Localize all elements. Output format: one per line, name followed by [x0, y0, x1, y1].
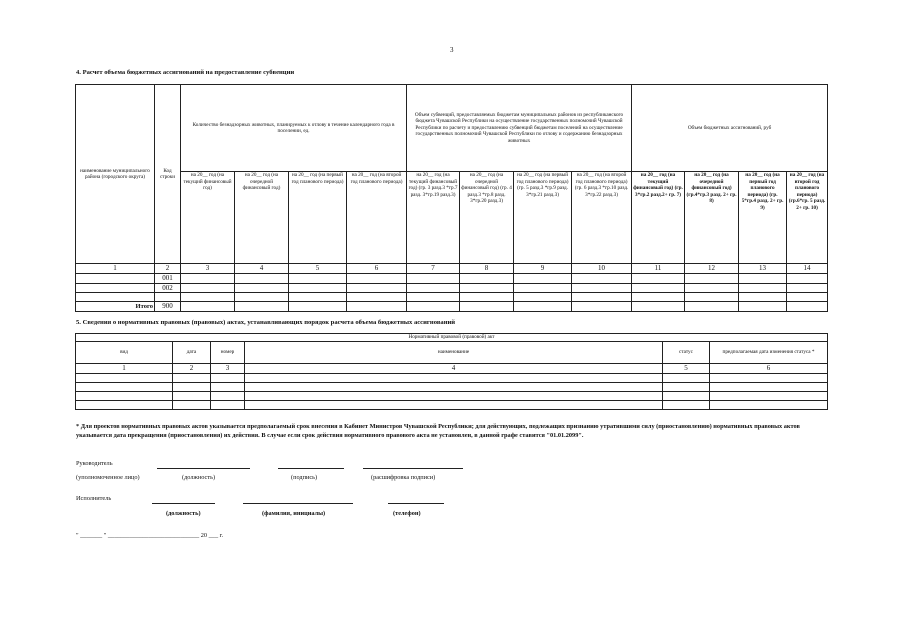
date-line: " _______ " _____________________________ 20 ___ г. [76, 532, 224, 539]
subsidy-calculation-table [75, 84, 828, 312]
section5-title: 5. Сведения о нормативных правовых (правовых) актах, устанавливающих порядок расчета объема бюджетных ассигнований [76, 319, 456, 326]
header-col-11: на 20__ год (на текущий финансовый год) (гр. 3*гр.2 разд.2+ гр. 7) [632, 172, 685, 264]
header-col-12: на 20__ год (на очередной финансовый год) (гр.4*гр.3 разд. 2+ гр. 8) [685, 172, 739, 264]
col-num: 6 [347, 264, 407, 274]
table-row [76, 391, 828, 400]
header-col-7: на 20__ год (на текущий финансовый год) (гр. 3 разд.3 *гр.7 разд. 3*гр.19 разд.3) [407, 172, 460, 264]
col-num: 10 [572, 264, 632, 274]
footnote: * Для проектов нормативных правовых актов указывается предполагаемый срок внесения в Кабинет Министров Чувашской Республики; для действующих, подлежащих признанию утратившими силу (приостановлению) нормативных правовых актов указывается дата прекращения (приостановления) их действия. В случае если срок действия нормативного правового акта не установлен, в данной графе ставится "01.01.2099". [76, 423, 800, 439]
header-number: номер [211, 342, 245, 364]
header-col-5: на 20__ год (на первый год планового периода) [289, 172, 347, 264]
header-col-3: на 20__ год (на текущий финансовый год) [181, 172, 235, 264]
header-col-4: на 20__ год (на очередной финансовый год) [235, 172, 289, 264]
signature-line [278, 468, 344, 469]
header-date: дата [173, 342, 211, 364]
head-label: Руководитель [76, 460, 113, 467]
header-col-6: на 20__ год (на второй год планового периода) [347, 172, 407, 264]
head-sub-label: (уполномоченное лицо) [76, 474, 140, 481]
col-num: 5 [289, 264, 347, 274]
col-num: 2 [173, 364, 211, 374]
col-num: 1 [76, 264, 155, 274]
exec-position-line [152, 503, 215, 504]
header-col-10: на 20__ год (на второй год планового периода)(гр. 6 разд.3 *гр.10 разд. 3*гр.22 разд.3) [572, 172, 632, 264]
header-col-14: на 20__ год (на второй год планового периода) (гр.6*гр. 5 разд. 2+ гр. 10) [787, 172, 828, 264]
legal-acts-table [75, 333, 828, 410]
row-code: 002 [155, 283, 181, 293]
col-num: 2 [155, 264, 181, 274]
column-numbers-row [76, 364, 828, 374]
table-row [76, 273, 828, 283]
header-status-change-date: предполагаемая дата изменения статуса * [710, 342, 828, 364]
table-row [76, 293, 828, 302]
total-code: 900 [155, 302, 181, 312]
position-line [157, 468, 250, 469]
header-col-8: на 20__ год (на очередной финансовый год) (гр. 4 разд.3 *гр.8 разд. 3*гр.20 разд.3) [460, 172, 514, 264]
col-num: 3 [181, 264, 235, 274]
exec-name-caption: (фамилия, инициалы) [262, 510, 326, 517]
col-num: 6 [710, 364, 828, 374]
table-row [76, 283, 828, 293]
legal-act-group-header: Нормативный правовой (правовой) акт [76, 334, 828, 342]
col-num: 7 [407, 264, 460, 274]
section4-title: 4. Расчет объема бюджетных ассигнований на предоставление субвенции [76, 69, 295, 76]
header-group-allocations: Объем бюджетных ассигнований, руб [632, 85, 828, 172]
exec-phone-line [388, 503, 444, 504]
exec-name-line [243, 503, 353, 504]
col-num: 11 [632, 264, 685, 274]
row-code [155, 293, 181, 302]
header-group-subventions: Объем субвенций, предоставляемых бюджетам муниципальных районов из республиканского бюджета Чувашской Республики на осуществление государственных полномочий Чувашской Республики по расчету и предоставлению субвенций бюджетам поселений на осуществление государственных полномочий Чувашской Республики по отлову и содержанию безнадзорных животных [407, 85, 632, 172]
col-num: 1 [76, 364, 173, 374]
decoding-caption: (расшифровка подписи) [371, 474, 436, 481]
col-num: 3 [211, 364, 245, 374]
executor-label: Исполнитель [76, 495, 112, 502]
header-code: Код строки [155, 85, 181, 264]
exec-position-caption: (должность) [166, 510, 201, 517]
table-row [76, 373, 828, 382]
total-label: Итого [76, 302, 155, 312]
header-group-animals: Количество безнадзорных животных, планируемых к отлову в течение календарного года в поселении, ед. [181, 85, 407, 172]
col-num: 14 [787, 264, 828, 274]
table-row [76, 400, 828, 409]
page-number: 3 [450, 46, 454, 54]
header-name: наименование муниципального района (городского округа) [76, 85, 155, 264]
total-row [76, 302, 828, 312]
col-num: 4 [245, 364, 663, 374]
col-num: 12 [685, 264, 739, 274]
header-kind: вид [76, 342, 173, 364]
header-col-9: на 20__ год (на первый год планового периода)(гр. 5 разд.3 *гр.9 разд. 3*гр.21 разд.3) [514, 172, 572, 264]
header-status: статус [663, 342, 710, 364]
col-num: 13 [739, 264, 787, 274]
col-num: 8 [460, 264, 514, 274]
col-num: 4 [235, 264, 289, 274]
decoding-line [363, 468, 463, 469]
column-numbers-row [76, 264, 828, 274]
exec-phone-caption: (телефон) [393, 510, 421, 517]
header-title: наименование [245, 342, 663, 364]
col-num: 5 [663, 364, 710, 374]
col-num: 9 [514, 264, 572, 274]
position-caption: (должность) [182, 474, 216, 481]
signature-caption: (подпись) [291, 474, 318, 481]
table-row [76, 382, 828, 391]
row-code: 001 [155, 273, 181, 283]
header-col-13: на 20__ год (на первый год планового периода) (гр. 5*гр.4 разд. 2+ гр. 9) [739, 172, 787, 264]
